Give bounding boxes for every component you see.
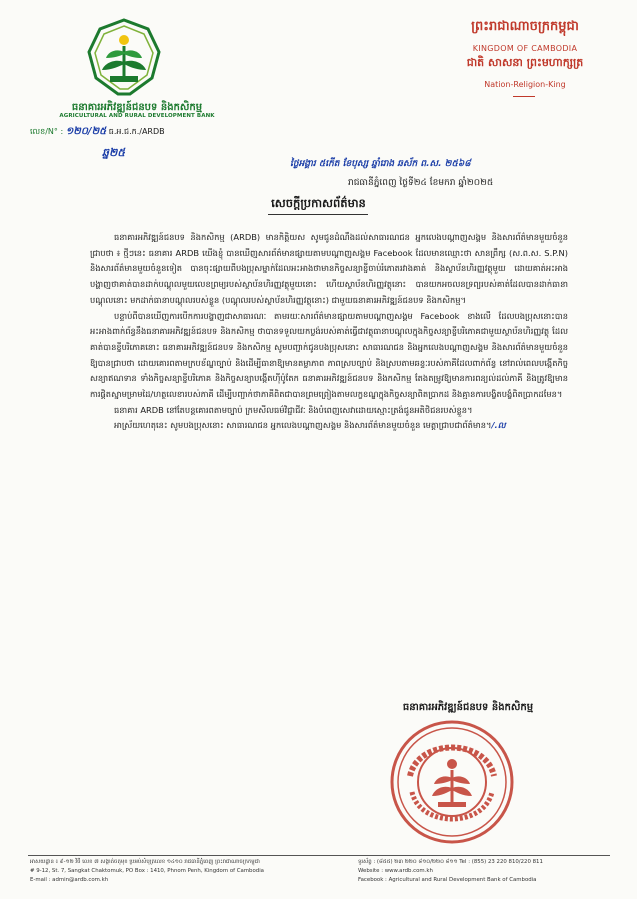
- kingdom-en: KINGDOM OF CAMBODIA: [472, 44, 578, 53]
- solar-date: រាជធានីភ្នំពេញ ថ្ងៃទី២៤ ខែមករា ឆ្នាំ២០២៥: [348, 178, 494, 188]
- footer-address: [30, 858, 320, 885]
- bank-name-en: AGRICULTURAL AND RURAL DEVELOPMENT BANK: [59, 113, 215, 119]
- body-paragraph-4: [90, 418, 568, 434]
- motto-kh: ជាតិ សាសនា ព្រះមហាក្សត្រ: [466, 56, 584, 69]
- reference-label: លេខ/N° :: [30, 127, 64, 136]
- footer-phone: ទូរស័ព្ទ : (៨៥៥) ២៣ ២២០ ៨១០/២២០ ៨១១ Tel : (855) 23 220 810/220 811: [358, 859, 543, 865]
- footer-website: Website : www.ardb.com.kh: [358, 868, 433, 874]
- reference-handwritten-sub: ឆ្ន២៥: [102, 146, 126, 159]
- closing-mark: /.ល: [491, 420, 506, 431]
- document-body: [90, 230, 568, 434]
- reference-number: [30, 124, 165, 139]
- ardb-logo-icon: [86, 18, 162, 98]
- reference-handwritten-number: ១២០/២៥: [65, 126, 107, 137]
- body-paragraph-1: ធនាគារអភិវឌ្ឍន៍ជនបទ និងកសិកម្ម (ARDB) មានកិត្តិយស សូមជូនដំណឹងដល់សាធារណជន អ្នកលេងបណ្តាញសង្គម និងសារព័ត៌មានមួយចំនួន ជ្រាបថា ៖ ថ្មីៗនេះ ធនាគារ ARDB យើងខ្ញុំ បានឃើញសារព័ត៌មានផ្សាយតាមបណ្តាញសង្គម Facebook ដែលមានឈ្មោះថា សានព្រឹក្ស (ស.ព.ស. S.P.N) និងសារព័ត៌មានមួយចំនួនទៀត បានចុះផ្សាយពីបងប្រុសម្នាក់ដែលអះអាងថាមានកិច្ចសន្យាខ្ចីចាប់រំភោតរវាងគាត់ និងស្ថាប័នហិរញ្ញវត្ថុមួយ ដោយគាត់អះអាងបង្ហាញថាគាត់បានដាក់បណ្តុលមួយលេខព្រម្យរបស់ស្ថាប័នហិរញ្ញវត្ថុមួយនោះ ហើយស្ថាប័នហិរញ្ញវត្ថុនោះ បានយកអចលនទ្រព្យរបស់គាត់ដែលបានដាក់ធានាបណ្តុលនោះ មកដាក់ធានាបណ្តុលរបស់ខ្លួន (បណ្តុលរបស់ស្ថាប័នហិរញ្ញវត្ថុនោះ) ជាមួយធនាគារអភិវឌ្ឍន៍ជនបទ និងកសិកម្ម។: [90, 232, 568, 305]
- motto-en: Nation-Religion-King: [484, 80, 566, 89]
- lunar-date: ថ្ងៃអង្គារ ៥កើត ខែបុស្ស ឆ្នាំរោង ឆស័ក ព.ស. ២៥៦៨: [290, 159, 471, 169]
- title-underline: [268, 214, 368, 215]
- body-paragraph-4-text: អាស្រ័យហេតុនេះ សូមបងប្រុសនោះ សាធារណជន អ្នកលេងបណ្តាញសង្គម និងសារព័ត៌មានមួយចំនួន មេត្តាជ្រាបជាព័ត៌មាន។: [114, 420, 492, 431]
- footer-email: E-mail : admin@ardb.com.kh: [30, 877, 109, 883]
- footer-divider: [28, 855, 610, 856]
- document-title: សេចក្តីប្រកាសព័ត៌មាន: [271, 196, 366, 210]
- body-paragraph-3: ធនាគារ ARDB នៅតែបន្តគោរពតាមច្បាប់ ក្រមសីលធម៌វិជ្ជាជីវៈ និងបំពេញសេវាដោយស្មោះត្រង់ជូនអតិថិជនរបស់ខ្លួន។: [114, 404, 473, 415]
- motto-divider: [513, 96, 535, 97]
- kingdom-kh: ព្រះរាជាណាចក្រកម្ពុជា: [471, 19, 579, 34]
- footer-address-kh: អាសយដ្ឋាន ៖ ៩-១២ វិថី លេខ ៧ សង្កាត់ចតុមុខ ប្រអប់សំបុត្រលេខ ១៤១០ រាជធានីភ្នំពេញ ព្រះរាជាណាចក្រកម្ពុជា: [30, 859, 260, 865]
- footer-contact: [358, 858, 618, 885]
- footer-address-en: # 9-12, St. 7, Sangkat Chaktomuk, PO Box : 1410, Phnom Penh, Kingdom of Cambodia: [30, 868, 264, 874]
- bank-name-kh: ធនាគារអភិវឌ្ឍន៍ជនបទ និងកសិកម្ម: [71, 102, 203, 113]
- signature-label: ធនាគារអភិវឌ្ឍន៍ជនបទ និងកសិកម្ម: [402, 702, 534, 713]
- official-seal-icon: [388, 718, 516, 846]
- footer-facebook: Facebook : Agricultural and Rural Development Bank of Cambodia: [358, 877, 537, 883]
- body-paragraph-2: បន្ទាប់ពីបានឃើញការបើកការបង្ហាញជាសាធារណៈ តាមរយៈសារព័ត៌មានផ្សាយតាមបណ្តាញសង្គម Facebook ខាងលើ ដែលបងប្រុសនោះបានអះអាងពាក់ព័ន្ធនឹងធនាគារអភិវឌ្ឍន៍ជនបទ និងកសិកម្ម ថាបានទទួលយកប្លង់របស់គាត់ធ្វើជាវត្ថុធានាបណ្តុលក្នុងកិច្ចសន្យាខ្ចីបរិភោគជាមួយស្ថាប័នហិរញ្ញវត្ថុ ដែលគាត់បានខ្ចីបរិភោគនោះ ធនាគារអភិវឌ្ឍន៍ជនបទ និងកសិកម្ម សូមបញ្ជាក់ជូនបងប្រុសនោះ សាធារណជន និងអ្នកលេងបណ្តាញសង្គម និងសារព័ត៌មានមួយចំនួន ឱ្យបានជ្រាបថា ដោយគោរពតាមក្របខ័ណ្ឌច្បាប់ និងដើម្បីធានាឱ្យមានតម្លាភាព ភាពស្របច្បាប់ និងស្របតាមឆន្ទៈរបស់ភាគីដែលពាក់ព័ន្ធ នៅរាល់ពេលបង្កើតកិច្ចសន្យាឥណទាន ទាំងកិច្ចសន្យាខ្ចីបរិភោគ និងកិច្ចសន្យាបង្កើតហ៊ីប៉ូតែក ធនាគារអភិវឌ្ឍន៍ជនបទ និងកសិកម្ម តែងតម្រូវឱ្យមានការពន្យល់ដល់ភាគី និងត្រូវឱ្យមានការផ្តិតស្នាមម្រាមដៃ/ហត្ថលេខារបស់ភាគី ដើម្បីបញ្ជាក់ថាភាគីពិតជាបានព្រមព្រៀងតាមលក្ខខណ្ឌក្នុងកិច្ចសន្យាពិតប្រាកដ និងគ្មានការបង្ខិតបង្ខំពិតប្រាកដមែន។: [90, 310, 568, 400]
- reference-suffix: ធ.អ.ជ.ក./ARDB: [108, 127, 165, 136]
